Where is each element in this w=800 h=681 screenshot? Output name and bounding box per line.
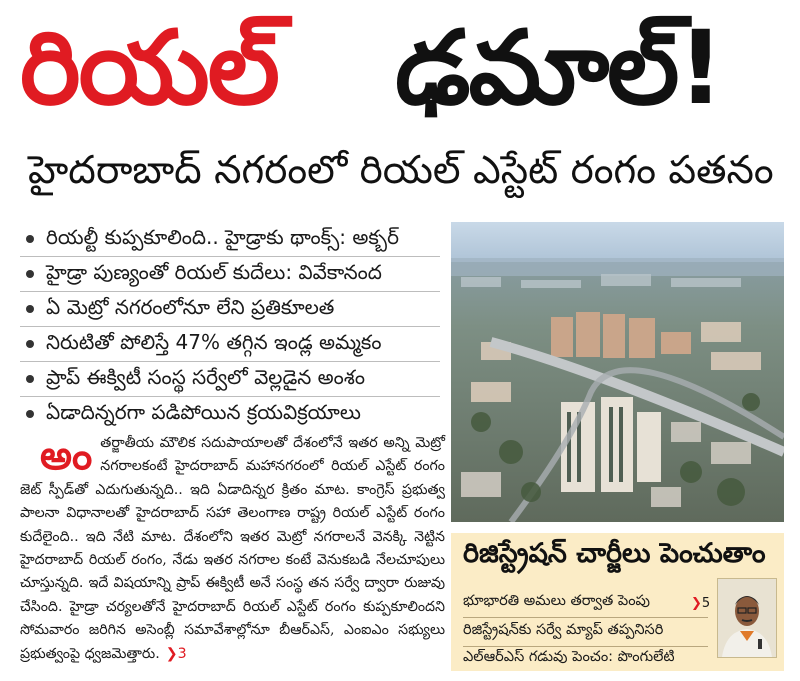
bullet-text: ఏడాదిన్నరగా పడిపోయిన క్రయవిక్రయాలు: [46, 399, 361, 424]
bullet-item: [20, 292, 440, 327]
bullet-item: [20, 222, 440, 257]
chevron-right-icon: ❯: [691, 596, 702, 611]
continued-page-number: 3: [177, 645, 187, 662]
subheadline: హైదరాబాద్ నగరంలో రియల్ ఎస్టేట్ రంగం పతనం: [28, 148, 774, 193]
bullet-text: ప్రాప్ ఈక్విటీ సంస్థ సర్వేలో వెల్లడైన అంశం: [46, 364, 365, 389]
bullet-text: ఏ మెట్రో నగరంలోనూ లేని ప్రతికూలత: [46, 294, 335, 319]
sidebar-divider: [463, 646, 708, 647]
headline-black-part: ఢమాల్!: [395, 9, 722, 128]
sidebar-box-line: భూభారతి అమలు తర్వాత పెంపు: [463, 593, 651, 609]
bullet-item: [20, 397, 440, 431]
bullet-dot-icon: [26, 375, 34, 383]
bullet-text: రియల్టీ కుప్పకూలింది.. హైడ్రాకు థాంక్స్: అక్బర్: [46, 224, 399, 249]
sidebar-page-ref[interactable]: [691, 596, 710, 611]
continued-page-ref[interactable]: [166, 646, 187, 662]
article-text: తర్జాతీయ మౌలిక సదుపాయాలతో దేశంలోనే ఇతర అన్ని మెట్రో నగరాలకంటే హైదరాబాద్ మహానగరంలో రియల్ ఎస్టేట్ రంగం జెట్ స్పీడ్‌తో ఎదుగుతున్నది.. ఇది ఏడాదిన్నర క్రితం మాట. కాంగ్రెస్ ప్రభుత్వ పాలనా విధానాలతో హైదరాబాద్ సహా తెలంగాణ రాష్ట్ర రియల్ ఎస్టేట్ రంగం కుదేలైంది.. ఇది నేటి మాట. దేశంలోని ఇతర మెట్రో నగరాలనే వెనక్కి నెట్టిన హైదరాబాద్ రియల్ రంగం, నేడు ఇతర నగరాల కంటే వెనుకబడి నేలచూపులు చూస్తున్నది. ఇదే విషయాన్ని ప్రాప్ ఈక్విటీ అనే సంస్థ తన సర్వే ద్వారా రుజువు చేసింది. హైడ్రా చర్యలతోనే హైదరాబాద్ రియల్ ఎస్టేట్ రంగం కుప్పకూలిందని సోమవారం జరిగిన అసెంబ్లీ సమావేశాల్లోనూ బీఆర్‌ఎస్, ఎంఐఎం సభ్యులు ప్రభుత్వంపై ధ్వజమెత్తారు.: [20, 435, 445, 662]
sidebar-box-line: రిజిస్ట్రేషన్‌కు సర్వే మ్యాప్ తప్పనిసరి: [463, 622, 664, 638]
bullet-dot-icon: [26, 270, 34, 278]
bullet-item: [20, 327, 440, 362]
bullet-item: [20, 362, 440, 397]
bullet-item: [20, 257, 440, 292]
headline-red-part: రియల్: [20, 9, 278, 128]
bullet-dot-icon: [26, 340, 34, 348]
dropcap: అం: [40, 432, 93, 479]
chevron-right-icon: ❯: [165, 645, 178, 662]
bullet-text: నిరుటితో పోలిస్తే 47% తగ్గిన ఇండ్ల అమ్మకం: [46, 329, 382, 354]
city-aerial-photo: [451, 222, 784, 522]
headline: [0, 0, 800, 140]
bullet-list: [20, 222, 440, 431]
article-body: [20, 432, 445, 666]
minister-portrait: [717, 578, 777, 658]
sidebar-box-line: ఎల్‌ఆర్‌ఎస్ గడువు పెంచం: పొంగులేటి: [463, 649, 675, 665]
sidebar-divider: [463, 617, 708, 618]
sidebar-box-title: రిజిస్ట్రేషన్ చార్జీలు పెంచుతాం: [463, 538, 766, 569]
bullet-dot-icon: [26, 235, 34, 243]
bullet-dot-icon: [26, 410, 34, 418]
sidebar-page-number: 5: [701, 596, 711, 611]
bullet-dot-icon: [26, 305, 34, 313]
bullet-text: హైడ్రా పుణ్యంతో రియల్ కుదేలు: వివేకానంద: [46, 259, 382, 284]
sidebar-box: [451, 533, 784, 671]
